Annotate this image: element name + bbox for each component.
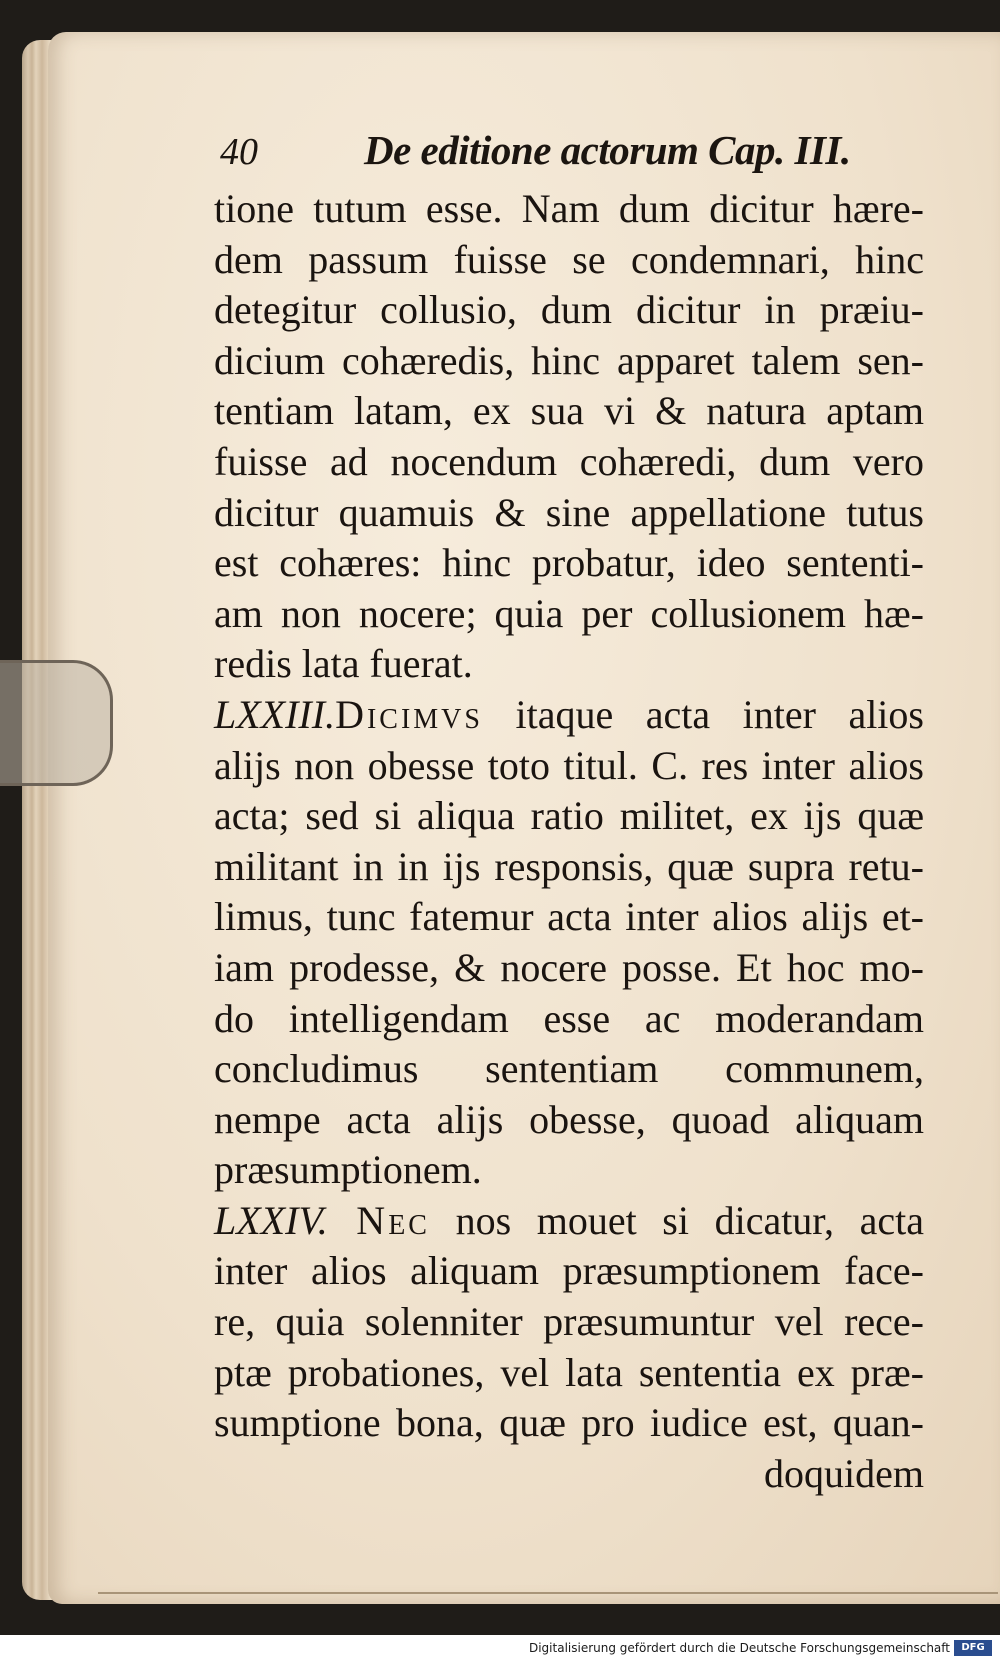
text-line: sumptione bona, quæ pro iudice est, quan- bbox=[214, 1400, 924, 1446]
catchword: doquidem bbox=[764, 1450, 924, 1496]
text-line: concludimus sententiam communem, bbox=[214, 1046, 924, 1092]
text-line: limus, tunc fatemur acta inter alios alijs et- bbox=[214, 894, 924, 940]
text-line: acta; sed si aliqua ratio militet, ex ijs quæ bbox=[214, 793, 924, 839]
funding-credit: Digitalisierung gefördert durch die Deutsche Forschungsgemeinschaft bbox=[528, 1641, 950, 1655]
text-line: est cohæres: hinc probatur, ideo sententi- bbox=[214, 540, 924, 586]
text-line: re, quia solenniter præsumuntur vel rece- bbox=[214, 1299, 924, 1345]
text-line: ptæ probationes, vel lata sententia ex præ- bbox=[214, 1349, 924, 1395]
section-opening-word: Dicimvs bbox=[335, 691, 483, 737]
text-line: tione tutum esse. Nam dum dicitur hære- bbox=[214, 186, 924, 231]
section-start-line: LXXIV. Nec nos mouet si dicatur, acta bbox=[214, 1197, 924, 1243]
text-line: do intelligendam esse ac moderandam bbox=[214, 995, 924, 1041]
text-line: dicium cohæredis, hinc apparet talem sen- bbox=[214, 337, 924, 383]
text-line: præsumptionem. bbox=[214, 1147, 482, 1193]
text-line: redis lata fuerat. bbox=[214, 641, 473, 687]
text-line: nempe acta alijs obesse, quoad aliquam bbox=[214, 1096, 924, 1142]
page-clip bbox=[0, 660, 113, 786]
page-number: 40 bbox=[220, 131, 258, 173]
page-header bbox=[220, 122, 920, 182]
page-bottom-edge bbox=[98, 1592, 998, 1594]
digitization-footer bbox=[0, 1635, 1000, 1663]
text-line: dicitur quamuis & sine appellatione tutus bbox=[214, 489, 924, 535]
text-line: inter alios aliquam præsumptionem face- bbox=[214, 1248, 924, 1294]
section-start-line: LXXIII.Dicimvs itaque acta inter alios bbox=[214, 691, 924, 737]
text-line: dem passum fuisse se condemnari, hinc bbox=[214, 236, 924, 282]
text-line: detegitur collusio, dum dicitur in præiu- bbox=[214, 287, 924, 333]
text-line: fuisse ad nocendum cohæredi, dum vero bbox=[214, 438, 924, 484]
text-line: alijs non obesse toto titul. C. res inter alios bbox=[214, 742, 924, 788]
section-number: LXXIII. bbox=[214, 691, 336, 737]
body-text bbox=[214, 184, 924, 1499]
text-line: tentiam latam, ex sua vi & natura aptam bbox=[214, 388, 924, 434]
text-line: iam prodesse, & nocere posse. Et hoc mo- bbox=[214, 944, 924, 990]
text-line: am non nocere; quia per collusionem hæ- bbox=[214, 590, 924, 636]
dfg-logo: DFG bbox=[954, 1640, 992, 1656]
running-head: De editione actorum Cap. III. bbox=[364, 127, 851, 173]
section-number: LXXIV. bbox=[214, 1197, 328, 1243]
section-opening-word: Nec bbox=[327, 1197, 430, 1243]
text-line: militant in in ijs responsis, quæ supra retu- bbox=[214, 843, 924, 889]
